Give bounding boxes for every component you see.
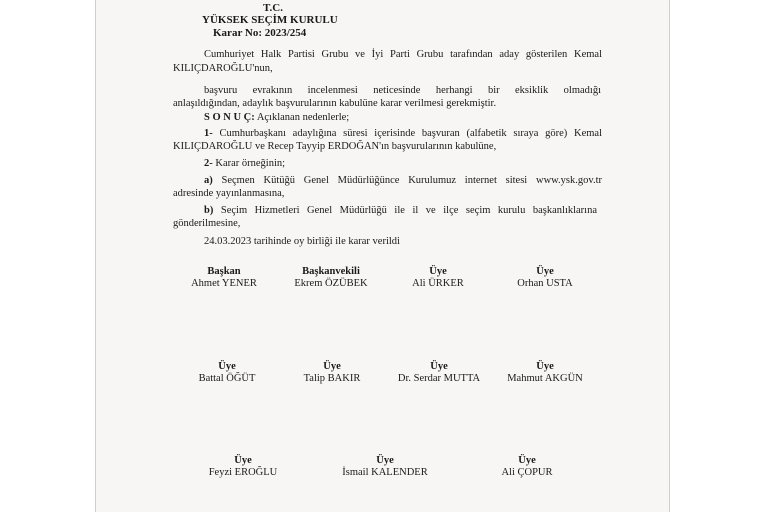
item-2-line [204, 157, 285, 170]
subitem-a-text: Seçmen Kütüğü Genel Müdürlüğünce Kurulumuz internet sitesi www.ysk.gov.tr [221, 175, 602, 186]
signatory-role: Üye [430, 361, 448, 372]
signatory-name: Battal ÖĞÜT [198, 373, 256, 384]
item-1-line-2: KILIÇDAROĞLU ve Recep Tayyip ERDOĞAN'ın başvurularının kabulüne, [173, 141, 497, 152]
signatory-name: Mahmut AKGÜN [507, 373, 583, 384]
signatory-name: Talip BAKIR [303, 373, 361, 384]
signatory-role: Üye [536, 266, 554, 277]
decision-date-line: 24.03.2023 tarihinde oy birliği ile karar verildi [204, 236, 400, 247]
signatory-role: Üye [429, 266, 447, 277]
item-1-text: Cumhurbaşkanı adaylığına süresi içerisinde başvuran (alfabetik sıraya göre) Kemal [219, 128, 603, 139]
paragraph-2-line-1: başvuru evrakının incelenmesi neticesinde herhangi bir eksiklik olmadığı [204, 85, 601, 96]
signatory-role: Üye [518, 455, 536, 466]
subitem-a-line-1 [204, 174, 602, 187]
signatory-name: Feyzi EROĞLU [208, 467, 278, 478]
subitem-b-text: Seçim Hizmetleri Genel Müdürlüğü ile il ve ilçe seçim kurulu başkanlıklarına [220, 205, 598, 216]
signatory-role: Üye [218, 361, 236, 372]
paragraph-1-line-2: KILIÇDAROĞLU'nun, [173, 63, 273, 74]
item-2-number: 2- [204, 158, 213, 169]
signatory-role: Üye [376, 455, 394, 466]
signatory-name: Orhan USTA [517, 278, 573, 289]
signatory-3 [480, 266, 610, 290]
header-tc: T.C. [263, 2, 283, 14]
signatory-name: Ekrem ÖZÜBEK [294, 278, 368, 289]
signatory-7 [480, 361, 610, 385]
signatory-name: Ali ÇOPUR [501, 467, 553, 478]
item-1-line-1 [204, 127, 602, 140]
item-2-text: Karar örneğinin; [215, 158, 286, 169]
subitem-a-line-2: adresinde yayınlanmasına, [173, 188, 285, 199]
signatory-10 [462, 455, 592, 479]
signatory-role: Başkanvekili [302, 266, 360, 277]
subitem-b-label: b) [204, 205, 214, 216]
conclusion-label: S O N U Ç: [204, 112, 255, 123]
subitem-b-line-2: gönderilmesine, [173, 218, 241, 229]
signatory-name: İsmail KALENDER [342, 467, 428, 478]
subitem-a-label: a) [204, 175, 213, 186]
header-institution: YÜKSEK SEÇİM KURULU [202, 14, 338, 26]
subitem-b-line-1 [204, 204, 597, 217]
signatory-role: Üye [536, 361, 554, 372]
signatory-role: Üye [234, 455, 252, 466]
signatory-9 [320, 455, 450, 479]
signatory-role: Başkan [207, 266, 241, 277]
signatory-name: Ali ÜRKER [412, 278, 464, 289]
decision-number: Karar No: 2023/254 [213, 27, 307, 39]
signatory-role: Üye [323, 361, 341, 372]
paragraph-2-line-2: anlaşıldığından, adaylık başvurularının kabulüne karar verilmesi gerekmiştir. [173, 98, 497, 109]
signatory-name: Ahmet YENER [191, 278, 257, 289]
signatory-8 [178, 455, 308, 479]
paragraph-1-line-1: Cumhuriyet Halk Partisi Grubu ve İyi Parti Grubu tarafından aday gösterilen Kemal [204, 49, 602, 60]
item-1-number: 1- [204, 128, 213, 139]
conclusion-line [204, 111, 349, 124]
signatory-name: Dr. Serdar MUTTA [397, 373, 481, 384]
document-page [95, 0, 670, 512]
conclusion-text: Açıklanan nedenlerle; [256, 112, 350, 123]
